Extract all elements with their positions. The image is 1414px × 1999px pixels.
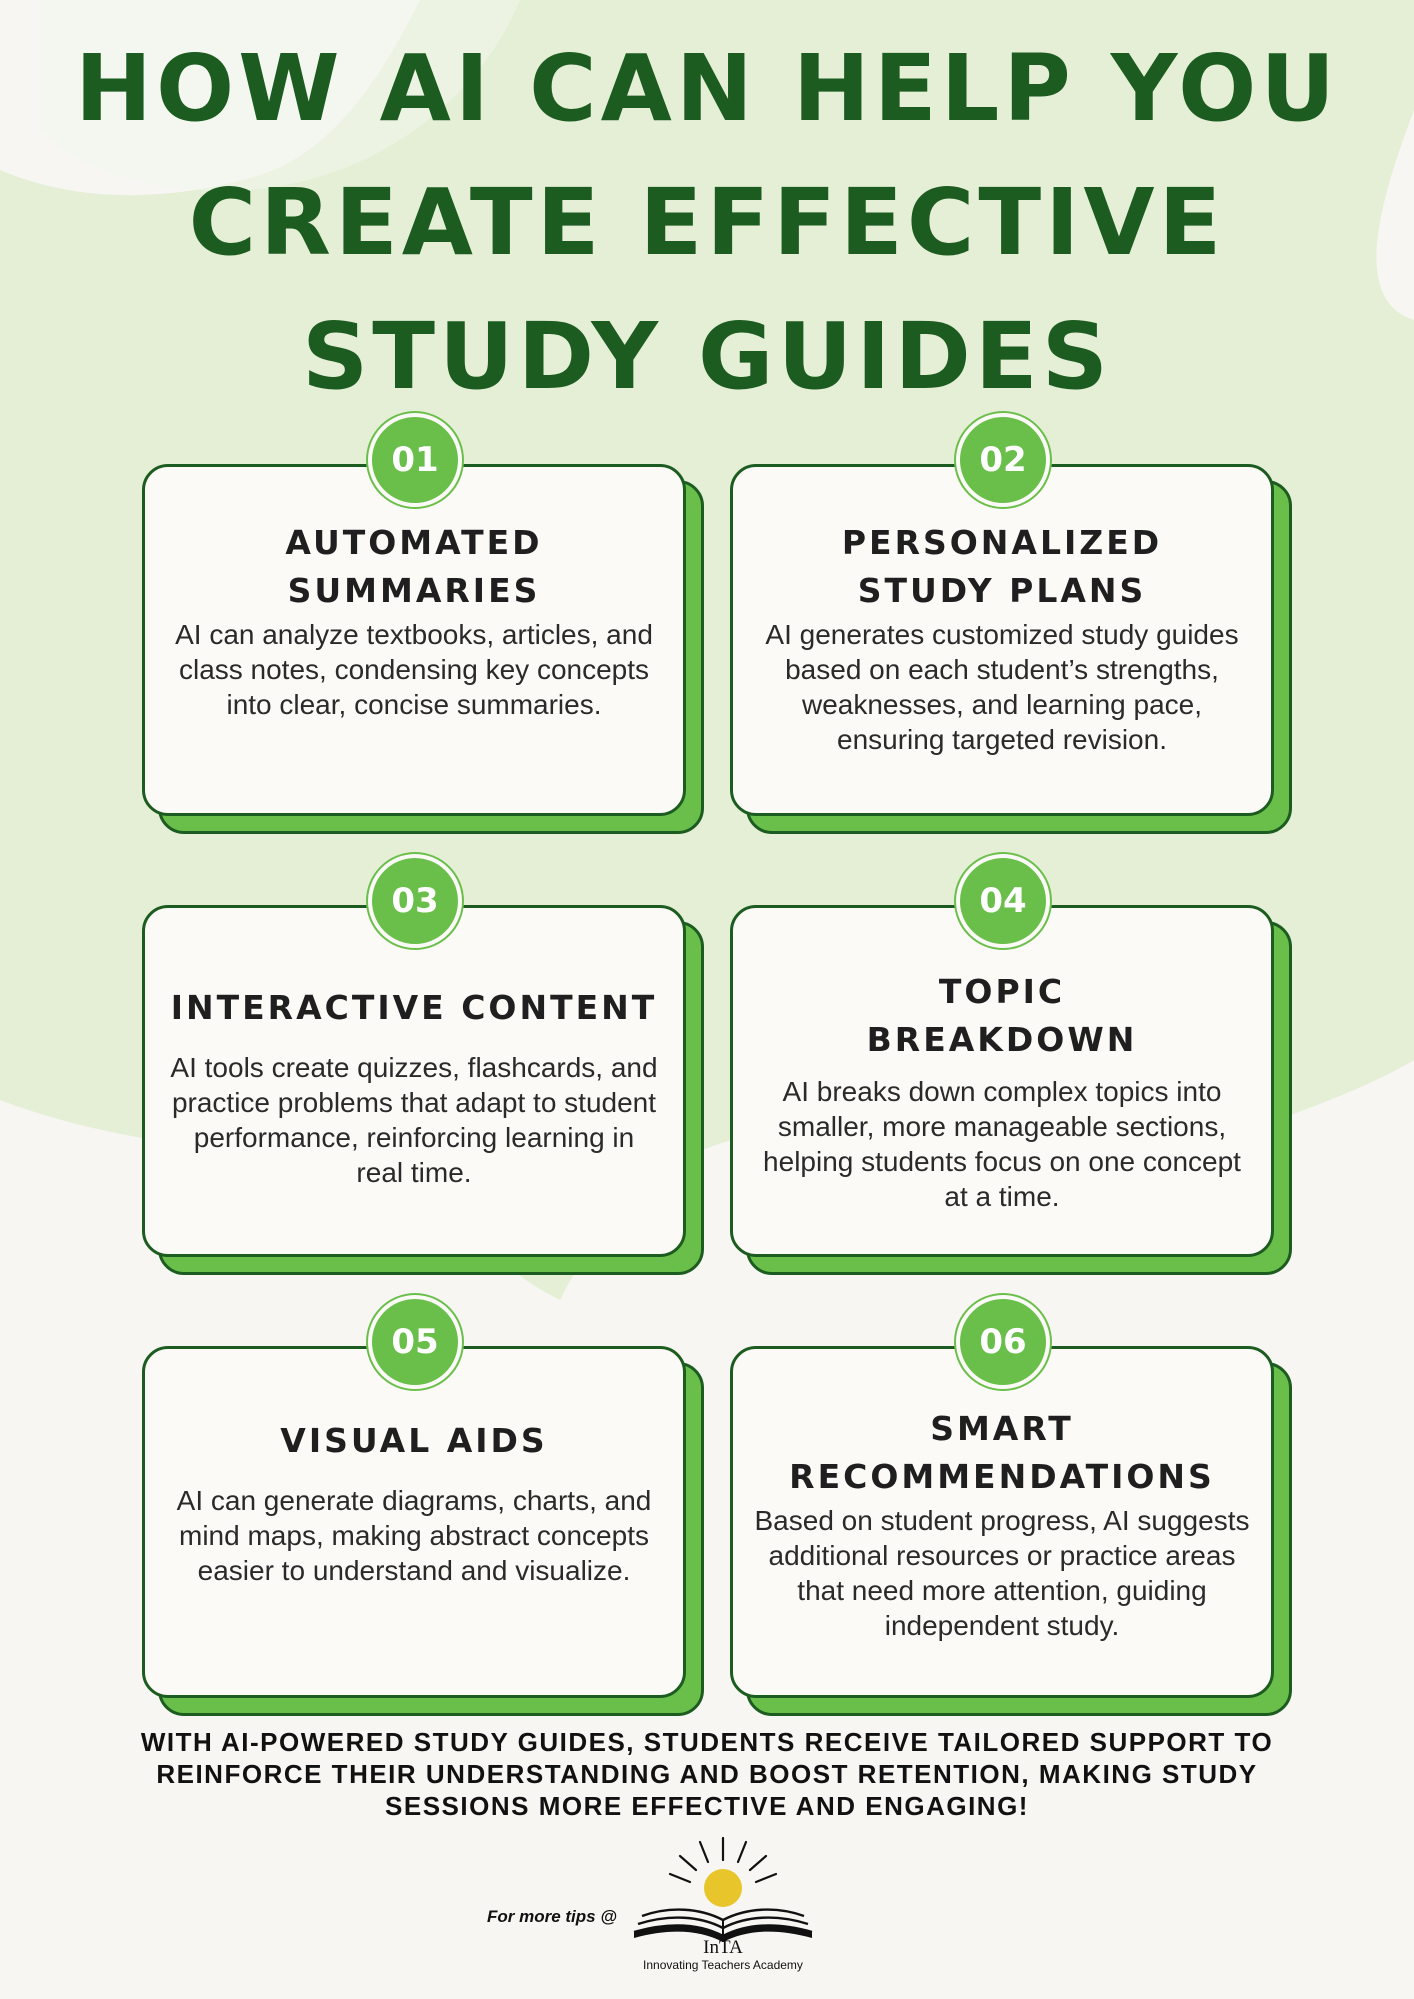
card-panel	[142, 440, 686, 816]
more-tips-label: For more tips @	[487, 1907, 617, 1926]
card-title-line: SUMMARIES	[287, 571, 541, 610]
card-description: AI can generate diagrams, charts, and mind maps, making abstract concepts easier to understand and visualize.	[176, 1485, 652, 1586]
closing-statement: WITH AI-POWERED STUDY GUIDES, STUDENTS RECEIVE TAILORED SUPPORT TO REINFORCE THEIR UNDERSTANDING AND BOOST RETENTION, MAKING STUDY SESSIONS MORE EFFECTIVE AND ENGAGING!	[140, 1727, 1274, 1821]
page-title	[60, 22, 1354, 424]
card-panel	[142, 881, 686, 1257]
card-description: AI tools create quizzes, flashcards, and practice problems that adapt to student performance, reinforcing learning in real time.	[170, 1052, 658, 1188]
card-visual-aids	[142, 1322, 686, 1698]
card-title	[867, 968, 1138, 1064]
card-number-badge: 04	[956, 854, 1050, 948]
card-panel	[142, 1322, 686, 1698]
card-title	[171, 984, 658, 1032]
card-number-badge: 03	[368, 854, 462, 948]
card-description: Based on student progress, AI suggests additional resources or practice areas that need more attention, guiding independent study.	[754, 1505, 1250, 1641]
card-title-line: STUDY PLANS	[857, 571, 1147, 610]
card-panel	[730, 881, 1274, 1257]
title-line: STUDY GUIDES	[302, 303, 1112, 410]
card-title-line: SMART	[930, 1409, 1074, 1448]
card-topic-breakdown	[730, 881, 1274, 1257]
card-number-badge: 01	[368, 413, 462, 507]
card-description: AI breaks down complex topics into smaller, more manageable sections, helping students focus on one concept at a time.	[763, 1076, 1241, 1212]
logo-name: InTA	[703, 1937, 743, 1958]
card-title-line: RECOMMENDATIONS	[789, 1457, 1215, 1496]
card-title	[280, 1417, 547, 1465]
card-title-line: PERSONALIZED	[841, 523, 1163, 562]
card-personalized-study-plans	[730, 440, 1274, 816]
card-number-badge: 05	[368, 1295, 462, 1389]
card-description: AI generates customized study guides based on each student’s strengths, weaknesses, and learning pace, ensuring targeted revision.	[765, 619, 1239, 755]
card-smart-recommendations	[730, 1322, 1274, 1698]
card-number-badge: 06	[956, 1295, 1050, 1389]
title-line: CREATE EFFECTIVE	[188, 169, 1226, 276]
card-title	[789, 1405, 1215, 1501]
logo-subtitle: Innovating Teachers Academy	[643, 1958, 803, 1972]
card-title-line: VISUAL AIDS	[280, 1421, 548, 1460]
card-automated-summaries	[142, 440, 686, 816]
card-title-line: BREAKDOWN	[866, 1020, 1138, 1059]
card-title	[842, 519, 1162, 615]
title-line: HOW AI CAN HELP YOU	[74, 35, 1340, 142]
card-title-line: INTERACTIVE CONTENT	[170, 988, 658, 1027]
card-number-badge: 02	[956, 413, 1050, 507]
card-panel	[730, 440, 1274, 816]
card-title-line: AUTOMATED	[285, 523, 543, 562]
card-panel	[730, 1322, 1274, 1698]
card-title-line: TOPIC	[938, 972, 1066, 1011]
card-interactive-content	[142, 881, 686, 1257]
card-title	[285, 519, 542, 615]
card-description: AI can analyze textbooks, articles, and class notes, condensing key concepts into clear, concise summaries.	[175, 619, 653, 720]
